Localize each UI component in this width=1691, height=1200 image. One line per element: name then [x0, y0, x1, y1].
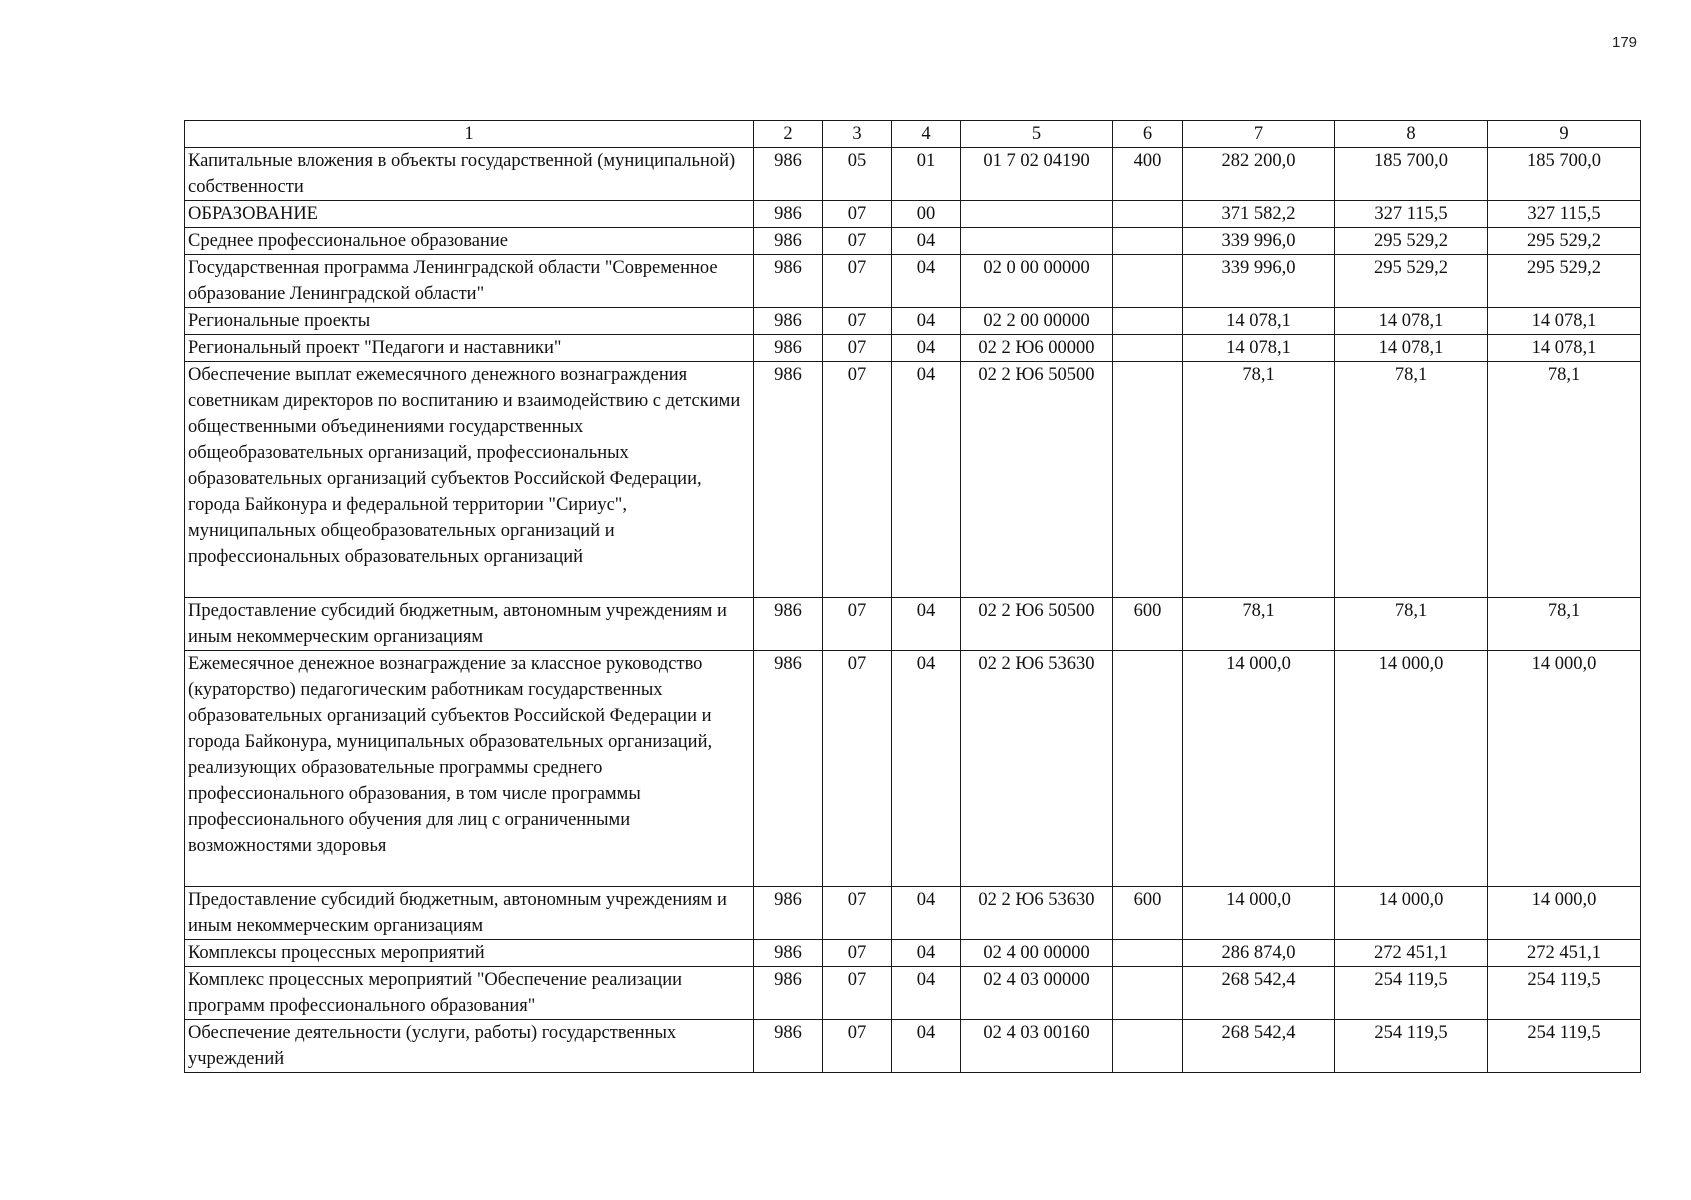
- cell-col7: 14 000,0: [1183, 651, 1335, 887]
- row-name: Комплексы процессных мероприятий: [185, 940, 754, 967]
- header-cell: 3: [823, 121, 892, 148]
- cell-col6: 600: [1113, 598, 1183, 651]
- row-name: ОБРАЗОВАНИЕ: [185, 201, 754, 228]
- cell-col3: 07: [823, 598, 892, 651]
- cell-col5: 02 2 Ю6 50500: [961, 362, 1113, 598]
- cell-col6: [1113, 308, 1183, 335]
- cell-col9: 295 529,2: [1488, 255, 1641, 308]
- cell-col7: 371 582,2: [1183, 201, 1335, 228]
- cell-col2: 986: [754, 967, 823, 1020]
- cell-col4: 04: [892, 651, 961, 887]
- header-cell: 2: [754, 121, 823, 148]
- cell-col7: 268 542,4: [1183, 1020, 1335, 1073]
- cell-col4: 00: [892, 201, 961, 228]
- cell-col8: 295 529,2: [1335, 255, 1488, 308]
- table-row: [185, 201, 1641, 228]
- cell-col6: [1113, 228, 1183, 255]
- cell-col2: 986: [754, 651, 823, 887]
- cell-col4: 04: [892, 228, 961, 255]
- cell-col7: 78,1: [1183, 362, 1335, 598]
- cell-col7: 286 874,0: [1183, 940, 1335, 967]
- cell-col2: 986: [754, 308, 823, 335]
- cell-col6: [1113, 1020, 1183, 1073]
- cell-col2: 986: [754, 255, 823, 308]
- header-cell: 8: [1335, 121, 1488, 148]
- table-row: [185, 228, 1641, 255]
- row-name: Обеспечение деятельности (услуги, работы) государственных учреждений: [185, 1020, 754, 1073]
- cell-col8: 185 700,0: [1335, 148, 1488, 201]
- cell-col4: 04: [892, 308, 961, 335]
- cell-col9: 78,1: [1488, 362, 1641, 598]
- table-row: [185, 940, 1641, 967]
- cell-col4: 04: [892, 335, 961, 362]
- cell-col4: 04: [892, 362, 961, 598]
- row-name: Ежемесячное денежное вознаграждение за классное руководство (кураторство) педагогическим работникам государственных образовательных организаций субъектов Российской Федерации и города Байконура, муниципальных образовательных организаций, реализующих образовательные программы среднего профессионального образования, в том числе программы профессионального обучения для лиц с ограниченными возможностями здоровья: [185, 651, 754, 887]
- cell-col5: 02 2 Ю6 00000: [961, 335, 1113, 362]
- cell-col7: 78,1: [1183, 598, 1335, 651]
- budget-table: [184, 120, 1641, 1073]
- cell-col3: 07: [823, 887, 892, 940]
- cell-col9: 327 115,5: [1488, 201, 1641, 228]
- table-row: [185, 335, 1641, 362]
- cell-col4: 04: [892, 598, 961, 651]
- cell-col3: 07: [823, 308, 892, 335]
- cell-col3: 07: [823, 228, 892, 255]
- cell-col9: 254 119,5: [1488, 967, 1641, 1020]
- table-row: [185, 308, 1641, 335]
- cell-col4: 04: [892, 255, 961, 308]
- cell-col3: 07: [823, 940, 892, 967]
- table-row: [185, 887, 1641, 940]
- cell-col5: 01 7 02 04190: [961, 148, 1113, 201]
- cell-col5: 02 0 00 00000: [961, 255, 1113, 308]
- header-cell: 6: [1113, 121, 1183, 148]
- cell-col5: [961, 201, 1113, 228]
- cell-col4: 04: [892, 887, 961, 940]
- row-name: Комплекс процессных мероприятий "Обеспечение реализации программ профессионального образования": [185, 967, 754, 1020]
- table-row: [185, 362, 1641, 598]
- table-row: [185, 148, 1641, 201]
- cell-col5: 02 4 00 00000: [961, 940, 1113, 967]
- cell-col8: 272 451,1: [1335, 940, 1488, 967]
- cell-col2: 986: [754, 148, 823, 201]
- cell-col8: 14 078,1: [1335, 308, 1488, 335]
- cell-col3: 07: [823, 335, 892, 362]
- header-cell: 1: [185, 121, 754, 148]
- cell-col9: 14 078,1: [1488, 335, 1641, 362]
- cell-col6: [1113, 651, 1183, 887]
- row-name: Предоставление субсидий бюджетным, автономным учреждениям и иным некоммерческим организациям: [185, 598, 754, 651]
- cell-col2: 986: [754, 335, 823, 362]
- cell-col8: 14 000,0: [1335, 651, 1488, 887]
- table-row: [185, 1020, 1641, 1073]
- cell-col5: 02 2 Ю6 53630: [961, 651, 1113, 887]
- cell-col9: 254 119,5: [1488, 1020, 1641, 1073]
- row-name: Среднее профессиональное образование: [185, 228, 754, 255]
- cell-col8: 254 119,5: [1335, 967, 1488, 1020]
- header-cell: 5: [961, 121, 1113, 148]
- row-name: Предоставление субсидий бюджетным, автономным учреждениям и иным некоммерческим организациям: [185, 887, 754, 940]
- cell-col7: 14 000,0: [1183, 887, 1335, 940]
- cell-col8: 14 000,0: [1335, 887, 1488, 940]
- row-name: Государственная программа Ленинградской области "Современное образование Ленинградской области": [185, 255, 754, 308]
- table-row: [185, 651, 1641, 887]
- table-row: [185, 598, 1641, 651]
- cell-col7: 339 996,0: [1183, 255, 1335, 308]
- cell-col8: 78,1: [1335, 362, 1488, 598]
- cell-col9: 295 529,2: [1488, 228, 1641, 255]
- cell-col7: 14 078,1: [1183, 308, 1335, 335]
- cell-col9: 14 078,1: [1488, 308, 1641, 335]
- row-name: Обеспечение выплат ежемесячного денежного вознаграждения советникам директоров по воспитанию и взаимодействию с детскими общественными объединениями государственных общеобразовательных организаций, профессиональных образовательных организаций субъектов Российской Федерации, города Байконура и федеральной территории "Сириус", муниципальных общеобразовательных организаций и профессиональных образовательных организаций: [185, 362, 754, 598]
- cell-col8: 327 115,5: [1335, 201, 1488, 228]
- cell-col6: [1113, 335, 1183, 362]
- cell-col5: 02 2 00 00000: [961, 308, 1113, 335]
- cell-col5: 02 4 03 00160: [961, 1020, 1113, 1073]
- cell-col3: 07: [823, 967, 892, 1020]
- cell-col3: 07: [823, 362, 892, 598]
- header-cell: 9: [1488, 121, 1641, 148]
- table-header-row: [185, 121, 1641, 148]
- cell-col6: 400: [1113, 148, 1183, 201]
- table-row: [185, 967, 1641, 1020]
- cell-col3: 05: [823, 148, 892, 201]
- cell-col2: 986: [754, 940, 823, 967]
- cell-col6: [1113, 940, 1183, 967]
- cell-col9: 272 451,1: [1488, 940, 1641, 967]
- cell-col8: 78,1: [1335, 598, 1488, 651]
- cell-col5: 02 2 Ю6 50500: [961, 598, 1113, 651]
- cell-col7: 282 200,0: [1183, 148, 1335, 201]
- cell-col9: 14 000,0: [1488, 651, 1641, 887]
- cell-col2: 986: [754, 1020, 823, 1073]
- cell-col8: 254 119,5: [1335, 1020, 1488, 1073]
- page-number: 179: [1612, 34, 1638, 51]
- cell-col6: [1113, 201, 1183, 228]
- cell-col9: 185 700,0: [1488, 148, 1641, 201]
- cell-col3: 07: [823, 201, 892, 228]
- cell-col2: 986: [754, 228, 823, 255]
- cell-col9: 14 000,0: [1488, 887, 1641, 940]
- cell-col2: 986: [754, 201, 823, 228]
- cell-col4: 01: [892, 148, 961, 201]
- cell-col8: 14 078,1: [1335, 335, 1488, 362]
- cell-col2: 986: [754, 598, 823, 651]
- cell-col4: 04: [892, 967, 961, 1020]
- cell-col6: [1113, 362, 1183, 598]
- row-name: Региональные проекты: [185, 308, 754, 335]
- cell-col2: 986: [754, 887, 823, 940]
- cell-col5: [961, 228, 1113, 255]
- cell-col5: 02 2 Ю6 53630: [961, 887, 1113, 940]
- cell-col6: [1113, 255, 1183, 308]
- cell-col2: 986: [754, 362, 823, 598]
- cell-col5: 02 4 03 00000: [961, 967, 1113, 1020]
- cell-col7: 339 996,0: [1183, 228, 1335, 255]
- row-name: Капитальные вложения в объекты государственной (муниципальной) собственности: [185, 148, 754, 201]
- header-cell: 7: [1183, 121, 1335, 148]
- cell-col8: 295 529,2: [1335, 228, 1488, 255]
- cell-col7: 268 542,4: [1183, 967, 1335, 1020]
- row-name: Региональный проект "Педагоги и наставники": [185, 335, 754, 362]
- table-row: [185, 255, 1641, 308]
- cell-col4: 04: [892, 1020, 961, 1073]
- cell-col3: 07: [823, 651, 892, 887]
- cell-col9: 78,1: [1488, 598, 1641, 651]
- header-cell: 4: [892, 121, 961, 148]
- cell-col6: 600: [1113, 887, 1183, 940]
- cell-col4: 04: [892, 940, 961, 967]
- cell-col3: 07: [823, 255, 892, 308]
- cell-col6: [1113, 967, 1183, 1020]
- cell-col7: 14 078,1: [1183, 335, 1335, 362]
- cell-col3: 07: [823, 1020, 892, 1073]
